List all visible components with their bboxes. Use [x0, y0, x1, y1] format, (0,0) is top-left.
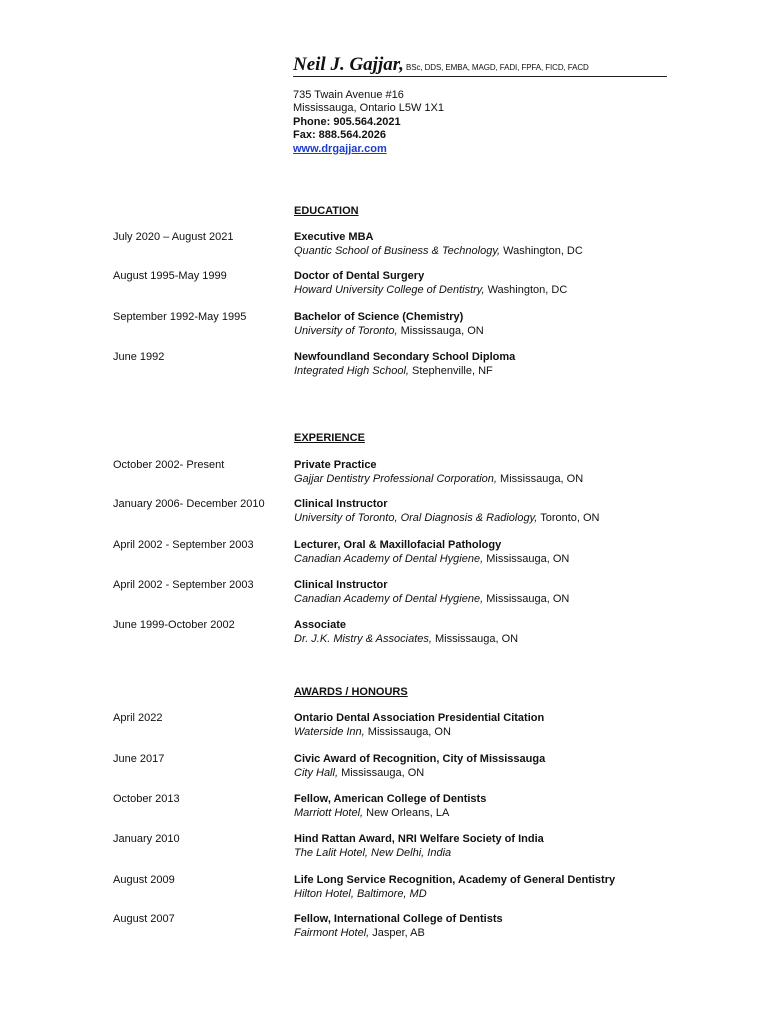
entry-date: September 1992-May 1995: [113, 311, 247, 323]
entry-institution: The Lalit Hotel, New Delhi, India: [294, 846, 452, 859]
entry-place: [294, 767, 734, 781]
website-link[interactable]: www.drgajjar.com: [293, 142, 387, 155]
entry-place: [294, 593, 734, 607]
entry-place: [294, 726, 734, 740]
entry-title: Associate: [294, 619, 346, 631]
entry-place: [294, 473, 734, 487]
entry-date: January 2006- December 2010: [113, 498, 265, 510]
entry-place: [294, 633, 734, 647]
entry-date: June 1999-October 2002: [113, 619, 235, 631]
entry-detail: [294, 913, 734, 940]
entry-place: [294, 847, 734, 861]
entry-detail: [294, 579, 734, 606]
entry-detail: [294, 270, 734, 297]
entry-detail: [294, 833, 734, 860]
entry-institution: Canadian Academy of Dental Hygiene,: [294, 552, 484, 565]
entry-detail: [294, 619, 734, 646]
entry-institution: University of Toronto, Oral Diagnosis & Radiology,: [294, 511, 538, 524]
entry-location: Mississauga, ON: [338, 766, 425, 779]
entry-institution: Howard University College of Dentistry,: [294, 283, 485, 296]
entry-date: October 2013: [113, 793, 180, 805]
entry-detail: [294, 231, 734, 258]
entry-location: Mississauga, ON: [483, 592, 570, 605]
entry-place: [294, 553, 734, 567]
entry-place: [294, 325, 734, 339]
entry-place: [294, 512, 734, 526]
name-line: [293, 54, 667, 77]
entry-title: Ontario Dental Association Presidential Citation: [294, 712, 545, 724]
entry-institution: City Hall,: [294, 766, 339, 779]
entry-detail: [294, 874, 734, 901]
entry-title: Life Long Service Recognition, Academy of General Dentistry: [294, 874, 616, 886]
entry-detail: [294, 712, 734, 739]
award-entry: [0, 753, 768, 781]
entry-location: New Orleans, LA: [363, 806, 450, 819]
award-entry: [0, 874, 768, 902]
entry-institution: Fairmont Hotel,: [294, 926, 370, 939]
entry-detail: [294, 311, 734, 338]
experience-entry: [0, 539, 768, 567]
address-line-1: 735 Twain Avenue #16: [293, 88, 404, 101]
award-entry: [0, 793, 768, 821]
contact-block: [293, 89, 667, 157]
entry-date: August 1995-May 1999: [113, 270, 227, 282]
entry-date: June 1992: [113, 351, 165, 363]
address-line-2: Mississauga, Ontario L5W 1X1: [293, 102, 445, 114]
phone: Phone: 905.564.2021: [293, 115, 401, 128]
entry-date: June 2017: [113, 753, 165, 765]
entry-location: Washington, DC: [500, 244, 583, 257]
entry-detail: [294, 498, 734, 525]
education-entry: [0, 311, 768, 339]
entry-date: August 2009: [113, 874, 175, 886]
entry-location: Toronto, ON: [537, 511, 600, 524]
entry-location: Mississauga, ON: [364, 725, 451, 738]
person-name: Neil J. Gajjar,: [293, 54, 404, 75]
entry-detail: [294, 459, 734, 486]
resume-header: [293, 54, 667, 156]
entry-date: April 2002 - September 2003: [113, 539, 254, 551]
award-entry: [0, 833, 768, 861]
entry-date: July 2020 – August 2021: [113, 231, 234, 243]
entry-location: Mississauga, ON: [431, 632, 519, 645]
entry-title: Clinical Instructor: [294, 579, 388, 591]
entry-institution: Integrated High School,: [294, 364, 409, 377]
entry-institution: Hilton Hotel, Baltimore, MD: [294, 887, 427, 900]
entry-place: [294, 888, 734, 902]
entry-institution: Waterside Inn,: [294, 725, 365, 738]
experience-entry: [0, 459, 768, 487]
entry-title: Bachelor of Science (Chemistry): [294, 311, 464, 323]
entry-title: Executive MBA: [294, 231, 374, 243]
entry-title: Newfoundland Secondary School Diploma: [294, 351, 516, 363]
entry-title: Fellow, American College of Dentists: [294, 793, 487, 805]
entry-title: Private Practice: [294, 459, 377, 471]
experience-entry: [0, 579, 768, 607]
entry-date: October 2002- Present: [113, 459, 225, 471]
entry-place: [294, 245, 734, 259]
entry-place: [294, 927, 734, 941]
entry-detail: [294, 351, 734, 378]
entry-place: [294, 365, 734, 379]
entry-detail: [294, 793, 734, 820]
education-heading: EDUCATION: [294, 205, 359, 217]
entry-location: Washington, DC: [484, 283, 568, 296]
entry-institution: Canadian Academy of Dental Hygiene,: [294, 592, 484, 605]
entry-detail: [294, 753, 734, 780]
entry-title: Hind Rattan Award, NRI Welfare Society of India: [294, 833, 544, 845]
experience-entry: [0, 498, 768, 526]
entry-institution: Dr. J.K. Mistry & Associates,: [294, 632, 432, 645]
entry-location: Mississauga, ON: [397, 324, 484, 337]
award-entry: [0, 913, 768, 941]
entry-title: Doctor of Dental Surgery: [294, 270, 425, 282]
entry-location: Mississauga, ON: [483, 552, 570, 565]
entry-title: Clinical Instructor: [294, 498, 388, 510]
education-entry: [0, 270, 768, 298]
entry-date: January 2010: [113, 833, 180, 845]
entry-place: [294, 807, 734, 821]
entry-institution: Marriott Hotel,: [294, 806, 364, 819]
entry-location: Stephenville, NF: [408, 364, 493, 377]
entry-location: Mississauga, ON: [496, 472, 584, 485]
awards-heading: AWARDS / HONOURS: [294, 686, 408, 698]
entry-detail: [294, 539, 734, 566]
entry-institution: Gajjar Dentistry Professional Corporation,: [294, 472, 497, 485]
entry-title: Civic Award of Recognition, City of Mississauga: [294, 753, 546, 765]
education-entry: [0, 231, 768, 259]
entry-title: Lecturer, Oral & Maxillofacial Pathology: [294, 539, 502, 551]
entry-date: April 2022: [113, 712, 163, 724]
entry-institution: University of Toronto,: [294, 324, 398, 337]
experience-heading: EXPERIENCE: [294, 432, 365, 444]
entry-institution: Quantic School of Business & Technology,: [294, 244, 501, 257]
credentials: BSc, DDS, EMBA, MAGD, FADI, FPFA, FICD, FACD: [403, 63, 589, 72]
fax: Fax: 888.564.2026: [293, 129, 386, 141]
entry-place: [294, 284, 734, 298]
entry-date: August 2007: [113, 913, 175, 925]
entry-date: April 2002 - September 2003: [113, 579, 254, 591]
entry-title: Fellow, International College of Dentists: [294, 913, 503, 925]
entry-location: Jasper, AB: [369, 926, 425, 939]
award-entry: [0, 712, 768, 740]
experience-entry: [0, 619, 768, 647]
education-entry: [0, 351, 768, 379]
